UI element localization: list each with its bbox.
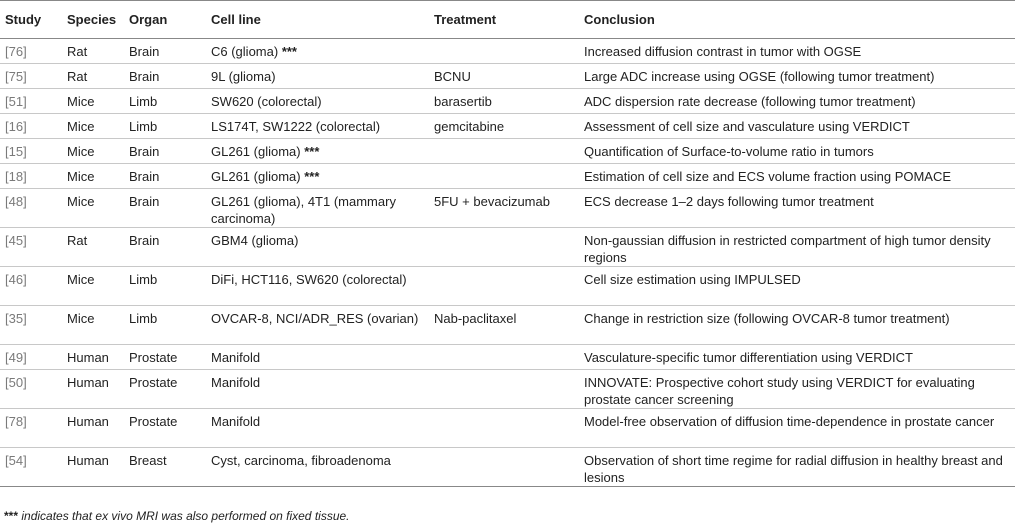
cell-organ-text: Limb: [129, 119, 158, 134]
cell-treatment: [429, 228, 579, 267]
study-ref-link[interactable]: 15: [8, 144, 24, 159]
cell-species: [62, 306, 124, 345]
cell-species: [62, 164, 124, 189]
study-ref-link[interactable]: 18: [8, 169, 24, 184]
cell-species-text: Mice: [67, 144, 95, 159]
cell-cell-line: [206, 39, 429, 64]
footnote-text: indicates that ex vivo MRI was also performed on fixed tissue.: [18, 509, 350, 523]
cell-conclusion-text: Non-gaussian diffusion in restricted compartment of high tumor density regions: [584, 233, 991, 265]
cell-organ-text: Limb: [129, 272, 158, 287]
cell-organ-text: Brain: [129, 169, 160, 184]
ex-vivo-marker: ***: [281, 44, 297, 59]
cell-cell-line: [206, 409, 429, 448]
cell-treatment: [429, 114, 579, 139]
cell-organ-text: Limb: [129, 94, 158, 109]
cell-study: [49]: [0, 345, 62, 370]
cell-organ: [124, 89, 206, 114]
cell-cell-line-text: SW620 (colorectal): [211, 94, 322, 109]
study-ref-link[interactable]: 75: [8, 69, 24, 84]
cell-treatment-text: 5FU + bevacizumab: [434, 194, 550, 209]
cell-species: [62, 89, 124, 114]
cell-study: [50]: [0, 370, 62, 409]
cell-conclusion-text: Observation of short time regime for radial diffusion in healthy breast and lesions: [584, 453, 1003, 485]
cell-species-text: Human: [67, 350, 109, 365]
cell-conclusion-text: Cell size estimation using IMPULSED: [584, 272, 801, 287]
cell-cell-line-text: GBM4 (glioma): [211, 233, 299, 248]
header-species: Species: [67, 12, 117, 27]
table-row: [0, 345, 1015, 370]
cell-treatment: [429, 139, 579, 164]
cell-treatment: [429, 189, 579, 228]
cell-conclusion: [579, 164, 1015, 189]
cell-conclusion: [579, 306, 1015, 345]
ex-vivo-marker: ***: [304, 169, 320, 184]
study-ref-link[interactable]: 76: [8, 44, 24, 59]
cell-species-text: Human: [67, 414, 109, 429]
cell-species-text: Mice: [67, 94, 95, 109]
table-row: [0, 139, 1015, 164]
table-row: [0, 228, 1015, 267]
header-conclusion: Conclusion: [584, 12, 655, 27]
cell-organ: [124, 164, 206, 189]
cell-treatment: [429, 164, 579, 189]
cell-organ: [124, 267, 206, 306]
study-ref-link[interactable]: 51: [8, 94, 24, 109]
cell-cell-line: [206, 448, 429, 487]
cell-conclusion: [579, 370, 1015, 409]
cell-study: [48]: [0, 189, 62, 228]
cell-species: [62, 114, 124, 139]
header-organ: Organ: [129, 12, 168, 27]
cell-organ-text: Prostate: [129, 375, 178, 390]
cell-species: [62, 370, 124, 409]
cell-conclusion-text: ADC dispersion rate decrease (following tumor treatment): [584, 94, 916, 109]
cell-species-text: Rat: [67, 233, 88, 248]
cell-species: [62, 345, 124, 370]
table-row: [0, 39, 1015, 64]
cell-treatment-text: barasertib: [434, 94, 492, 109]
cell-treatment: [429, 448, 579, 487]
cell-organ: [124, 64, 206, 89]
cell-organ: [124, 345, 206, 370]
cell-cell-line: [206, 267, 429, 306]
cell-conclusion-text: Estimation of cell size and ECS volume fraction using POMACE: [584, 169, 952, 184]
cell-cell-line-text: Manifold: [211, 375, 261, 390]
cell-organ-text: Prostate: [129, 350, 178, 365]
cell-cell-line: [206, 228, 429, 267]
cell-organ: [124, 139, 206, 164]
table-body: [0, 39, 1015, 487]
cell-organ: [124, 114, 206, 139]
cell-species-text: Mice: [67, 169, 95, 184]
cell-conclusion: [579, 39, 1015, 64]
cell-treatment: [429, 64, 579, 89]
cell-conclusion-text: Assessment of cell size and vasculature using VERDICT: [584, 119, 910, 134]
study-ref-link[interactable]: 16: [8, 119, 24, 134]
cell-organ-text: Limb: [129, 311, 158, 326]
cell-treatment: [429, 267, 579, 306]
cell-cell-line: [206, 345, 429, 370]
cell-study: [76]: [0, 39, 62, 64]
cell-cell-line: [206, 306, 429, 345]
cell-species: [62, 267, 124, 306]
cell-species-text: Human: [67, 375, 109, 390]
cell-study: [51]: [0, 89, 62, 114]
cell-cell-line: [206, 139, 429, 164]
study-ref-link[interactable]: 49: [8, 350, 24, 365]
cell-organ-text: Brain: [129, 144, 160, 159]
study-ref-link[interactable]: 78: [8, 414, 24, 429]
cell-cell-line-text: GL261 (glioma): [211, 169, 301, 184]
cell-study: [35]: [0, 306, 62, 345]
cell-treatment-text: Nab-paclitaxel: [434, 311, 517, 326]
cell-cell-line-text: GL261 (glioma): [211, 144, 301, 159]
cell-conclusion: [579, 448, 1015, 487]
ex-vivo-marker: ***: [304, 144, 320, 159]
cell-organ: [124, 39, 206, 64]
cell-conclusion: [579, 89, 1015, 114]
cell-cell-line: [206, 164, 429, 189]
cell-cell-line-text: LS174T, SW1222 (colorectal): [211, 119, 381, 134]
table-row: [0, 164, 1015, 189]
cell-organ-text: Brain: [129, 69, 160, 84]
study-ref-link[interactable]: 45: [8, 233, 24, 248]
footnote: [4, 509, 350, 523]
cell-species-text: Rat: [67, 44, 88, 59]
table-row: [0, 370, 1015, 409]
cell-cell-line-text: 9L (glioma): [211, 69, 276, 84]
cell-cell-line: [206, 114, 429, 139]
cell-species: [62, 139, 124, 164]
cell-species: [62, 39, 124, 64]
cell-species-text: Mice: [67, 119, 95, 134]
cell-cell-line-text: OVCAR-8, NCI/ADR_RES (ovarian): [211, 311, 419, 326]
cell-study: [15]: [0, 139, 62, 164]
cell-treatment: [429, 39, 579, 64]
cell-species: [62, 409, 124, 448]
cell-conclusion-text: ECS decrease 1–2 days following tumor treatment: [584, 194, 874, 209]
cell-study: [46]: [0, 267, 62, 306]
cell-conclusion: [579, 228, 1015, 267]
cell-organ-text: Breast: [129, 453, 167, 468]
table-row: [0, 189, 1015, 228]
cell-conclusion-text: Vasculature-specific tumor differentiation using VERDICT: [584, 350, 913, 365]
cell-treatment-text: gemcitabine: [434, 119, 505, 134]
cell-conclusion: [579, 267, 1015, 306]
cell-study: [54]: [0, 448, 62, 487]
cell-treatment: [429, 345, 579, 370]
cell-species-text: Mice: [67, 194, 95, 209]
cell-treatment: [429, 370, 579, 409]
cell-conclusion-text: INNOVATE: Prospective cohort study using VERDICT for evaluating prostate cancer screening: [584, 375, 975, 407]
cell-conclusion: [579, 409, 1015, 448]
cell-species-text: Mice: [67, 272, 95, 287]
cell-conclusion-text: Quantification of Surface-to-volume ratio in tumors: [584, 144, 874, 159]
cell-organ-text: Brain: [129, 194, 160, 209]
study-ref-link[interactable]: 46: [8, 272, 24, 287]
cell-cell-line-text: C6 (glioma): [211, 44, 279, 59]
table-row: [0, 89, 1015, 114]
cell-species: [62, 228, 124, 267]
cell-conclusion: [579, 64, 1015, 89]
cell-treatment: [429, 306, 579, 345]
cell-species-text: Rat: [67, 69, 88, 84]
cell-cell-line-text: Cyst, carcinoma, fibroadenoma: [211, 453, 391, 468]
table-row: [0, 409, 1015, 448]
cell-organ: [124, 306, 206, 345]
cell-organ: [124, 189, 206, 228]
table-row: [0, 306, 1015, 345]
cell-organ-text: Prostate: [129, 414, 178, 429]
cell-organ-text: Brain: [129, 44, 160, 59]
cell-organ-text: Brain: [129, 233, 160, 248]
header-study: Study: [5, 12, 42, 27]
cell-cell-line: [206, 189, 429, 228]
table-row: [0, 114, 1015, 139]
cell-study: [18]: [0, 164, 62, 189]
cell-study: [45]: [0, 228, 62, 267]
cell-species: [62, 189, 124, 228]
cell-organ: [124, 228, 206, 267]
cell-conclusion: [579, 345, 1015, 370]
cell-organ: [124, 409, 206, 448]
cell-treatment-text: BCNU: [434, 69, 471, 84]
table-row: [0, 267, 1015, 306]
cell-conclusion-text: Increased diffusion contrast in tumor with OGSE: [584, 44, 862, 59]
cell-cell-line-text: Manifold: [211, 414, 261, 429]
cell-conclusion-text: Large ADC increase using OGSE (following tumor treatment): [584, 69, 935, 84]
table-header: [0, 1, 1015, 39]
cell-cell-line: [206, 89, 429, 114]
study-ref-link[interactable]: 50: [8, 375, 24, 390]
cell-species-text: Mice: [67, 311, 95, 326]
cell-study: [16]: [0, 114, 62, 139]
cell-species-text: Human: [67, 453, 109, 468]
cell-species: [62, 64, 124, 89]
cell-conclusion: [579, 114, 1015, 139]
cell-conclusion-text: Model-free observation of diffusion time-dependence in prostate cancer: [584, 414, 995, 429]
cell-conclusion: [579, 139, 1015, 164]
table-row: [0, 64, 1015, 89]
table-row: [0, 448, 1015, 487]
cell-cell-line-text: GL261 (glioma), 4T1 (mammary carcinoma): [211, 194, 396, 226]
cell-conclusion: [579, 189, 1015, 228]
study-ref-link[interactable]: 35: [8, 311, 24, 326]
cell-cell-line: [206, 64, 429, 89]
cell-study: [75]: [0, 64, 62, 89]
study-ref-link[interactable]: 54: [8, 453, 24, 468]
cell-study: [78]: [0, 409, 62, 448]
footnote-marker: ***: [4, 509, 19, 523]
cell-cell-line: [206, 370, 429, 409]
cell-organ: [124, 448, 206, 487]
cell-treatment: [429, 89, 579, 114]
study-ref-link[interactable]: 48: [8, 194, 24, 209]
header-row: [0, 1, 1015, 39]
cell-species: [62, 448, 124, 487]
cell-cell-line-text: Manifold: [211, 350, 261, 365]
header-cell-line: Cell line: [211, 12, 261, 27]
header-treatment: Treatment: [434, 12, 497, 27]
cell-treatment: [429, 409, 579, 448]
cell-conclusion-text: Change in restriction size (following OVCAR-8 tumor treatment): [584, 311, 950, 326]
cell-cell-line-text: DiFi, HCT116, SW620 (colorectal): [211, 272, 407, 287]
cell-organ: [124, 370, 206, 409]
